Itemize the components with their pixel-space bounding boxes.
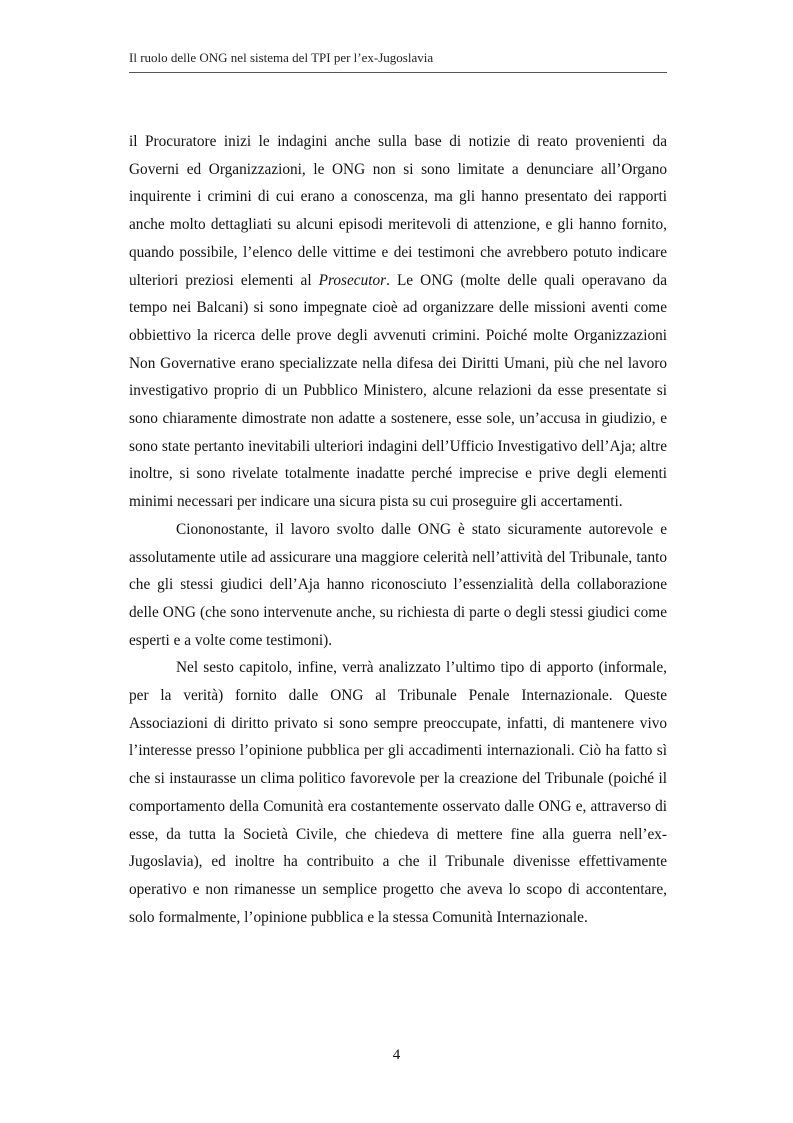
paragraph-continued (129, 128, 667, 516)
body-text (129, 128, 667, 931)
paragraph-text: il Procuratore inizi le indagini anche sulla base di notizie di reato provenienti da Governi ed Organizzazioni, le ONG non si sono limitate a denunciare all’Organo inquirente i crimini di cui erano a conoscenza, ma gli hanno presentato dei rapporti anche molto dettagliati su alcuni episodi meritevoli di attenzione, e gli hanno fornito, quando possibile, l’elenco delle vittime e dei testimoni che avrebbero potuto indicare ulteriori preziosi elementi al (129, 133, 667, 289)
paragraph: Nel sesto capitolo, infine, verrà analizzato l’ultimo tipo di apporto (informale, per la verità) fornito dalle ONG al Tribunale Penale Internazionale. Queste Associazioni di diritto privato si sono sempre preoccupate, infatti, di mantenere vivo l’interesse presso l’opinione pubblica per gli accadimenti internazionali. Ciò ha fatto sì che si instaurasse un clima politico favorevole per la creazione del Tribunale (poiché il comportamento della Comunità era costantemente osservato dalle ONG e, attraverso di esse, da tutta la Società Civile, che chiedeva di mettere fine alla guerra nell’ex-Jugoslavia), ed inoltre ha contribuito a che il Tribunale divenisse effettivamente operativo e non rimanesse un semplice progetto che aveva lo scopo di accontentare, solo formalmente, l’opinione pubblica e la stessa Comunità Internazionale. (129, 659, 667, 926)
paragraph-text: . Le ONG (molte delle quali operavano da tempo nei Balcani) si sono impegnate cioè ad organizzare delle missioni aventi come obbiettivo la ricerca delle prove degli avvenuti crimini. Poiché molte Organizzazioni Non Governative erano specializzate nella difesa dei Diritti Umani, più che nel lavoro investigativo proprio di un Pubblico Ministero, alcune relazioni da esse presentate si sono chiaramente dimostrate non adatte a sostenere, esse sole, un’accusa in giudizio, e sono state pertanto inevitabili ulteriori indagini dell’Ufficio Investigativo dell’Aja; altre inoltre, si sono rivelate totalmente inadatte perché imprecise e prive degli elementi minimi necessari per indicare una sicura pista su cui proseguire gli accertamenti. (129, 271, 667, 511)
paragraph: Ciononostante, il lavoro svolto dalle ONG è stato sicuramente autorevole e assolutamente utile ad assicurare una maggiore celerità nell’attività del Tribunale, tanto che gli stessi giudici dell’Aja hanno riconosciuto l’essenzialità della collaborazione delle ONG (che sono intervenute anche, su richiesta di parte o degli stessi giudici come esperti e a volte come testimoni). (129, 520, 667, 649)
italic-term: Prosecutor (318, 271, 387, 289)
running-header: Il ruolo delle ONG nel sistema del TPI per l’ex-Jugoslavia (129, 50, 434, 65)
header-rule (129, 72, 667, 73)
page-number: 4 (392, 1047, 401, 1063)
